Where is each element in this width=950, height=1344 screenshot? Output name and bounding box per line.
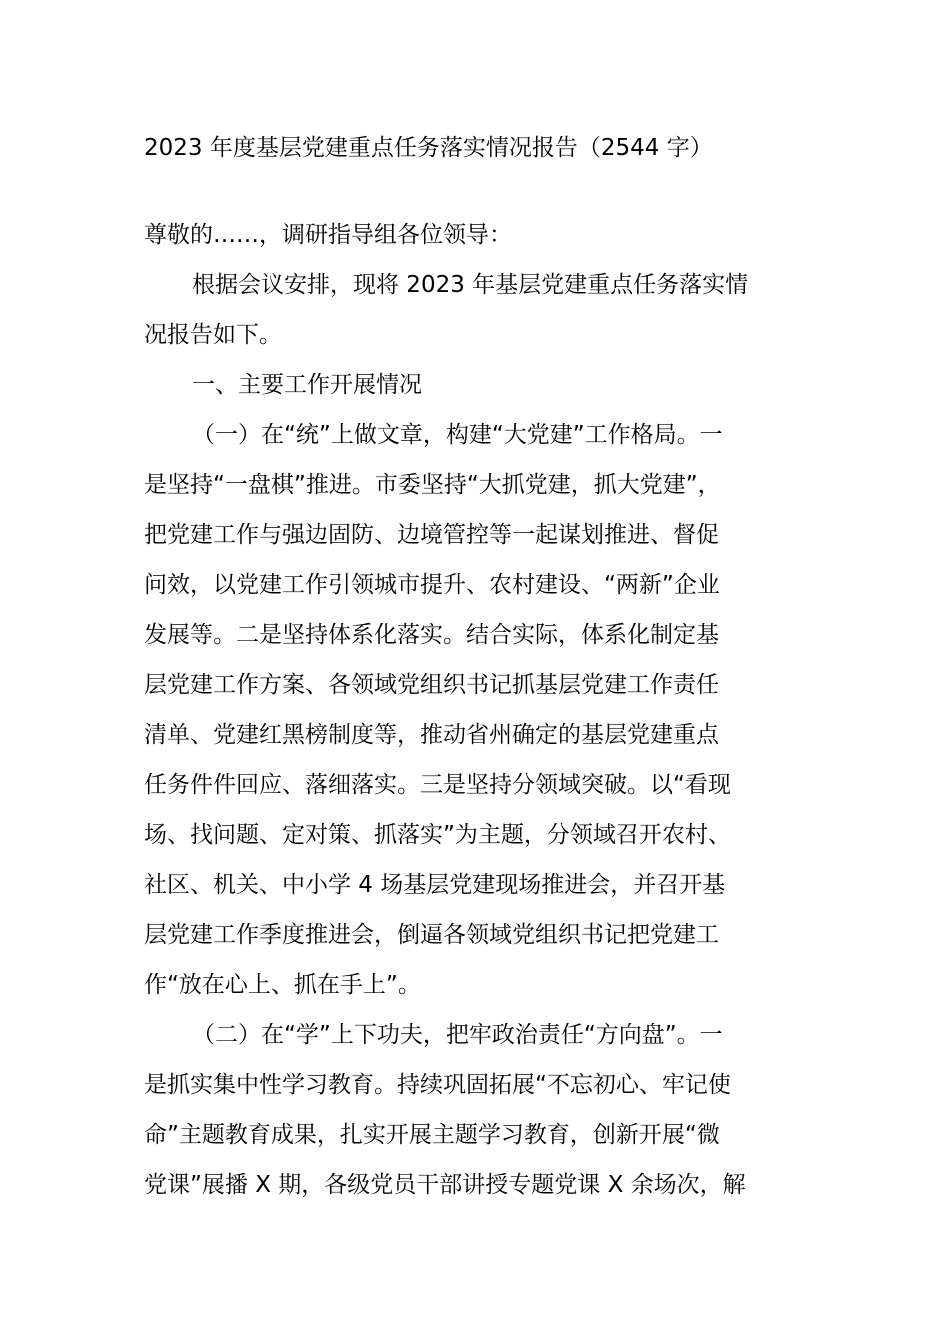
body-line: 发展等。二是坚持体系化落实。结合实际，体系化制定基 <box>144 622 719 648</box>
body-line: （二）在“学”上下功夫，把牢政治责任“方向盘”。一 <box>192 1022 723 1048</box>
body-line: 层党建工作季度推进会，倒逼各领域党组织书记把党建工 <box>144 922 719 948</box>
body-line: 层党建工作方案、各领域党组织书记抓基层党建工作责任 <box>144 672 719 698</box>
body-line: 场、找问题、定对策、抓落实”为主题，分领域召开农村、 <box>144 822 731 848</box>
body-line: 尊敬的……，调研指导组各位领导： <box>144 222 512 248</box>
body-line: 根据会议安排，现将 2023 年基层党建重点任务落实情 <box>192 272 749 298</box>
document-title: 2023 年度基层党建重点任务落实情况报告（2544 字） <box>144 135 713 161</box>
body-line: （一）在“统”上做文章，构建“大党建”工作格局。一 <box>192 422 723 448</box>
body-line: 一、主要工作开展情况 <box>192 372 422 398</box>
body-line: 是坚持“一盘棋”推进。市委坚持“大抓党建，抓大党建”， <box>144 472 721 498</box>
body-line: 是抓实集中性学习教育。持续巩固拓展“不忘初心、牢记使 <box>144 1072 731 1098</box>
body-line: 党课”展播 X 期，各级党员干部讲授专题党课 X 余场次，解 <box>144 1172 746 1198</box>
body-line: 任务件件回应、落细落实。三是坚持分领域突破。以“看现 <box>144 772 731 798</box>
body-line: 问效，以党建工作引领城市提升、农村建设、“两新”企业 <box>144 572 720 598</box>
document-body <box>144 210 810 1210</box>
body-line: 社区、机关、中小学 4 场基层党建现场推进会，并召开基 <box>144 872 726 898</box>
body-line: 命”主题教育成果，扎实开展主题学习教育，创新开展“微 <box>144 1122 720 1148</box>
body-line: 把党建工作与强边固防、边境管控等一起谋划推进、督促 <box>144 522 719 548</box>
body-line: 作“放在心上、抓在手上”。 <box>144 972 421 998</box>
body-line: 况报告如下。 <box>144 322 282 348</box>
body-line: 清单、党建红黑榜制度等，推动省州确定的基层党建重点 <box>144 722 719 748</box>
